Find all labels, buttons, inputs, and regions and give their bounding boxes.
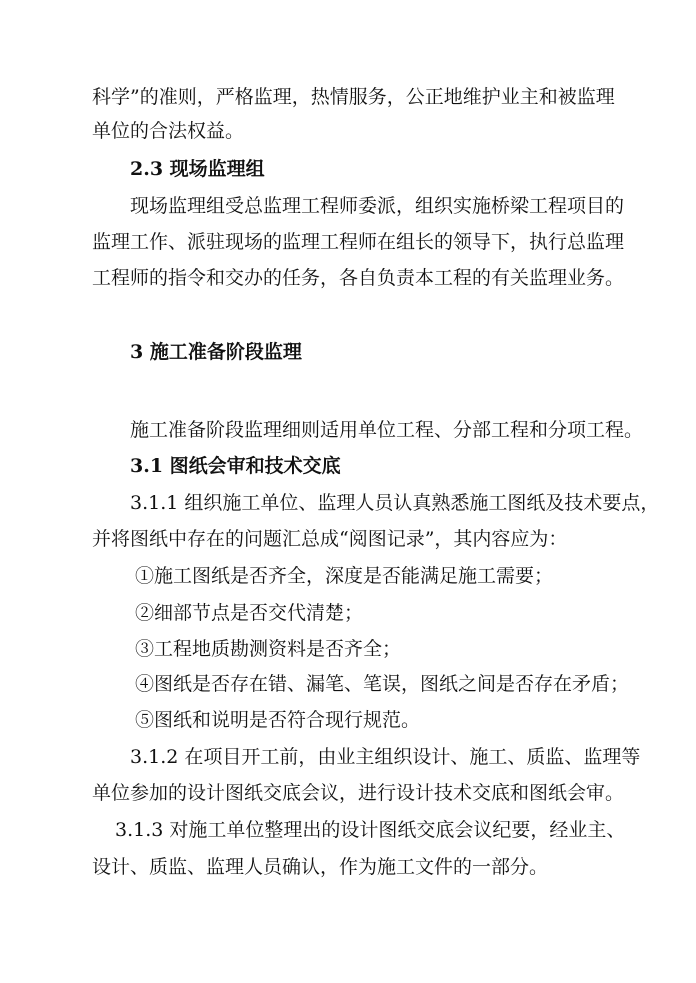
paragraph-line: 现场监理组受总监理工程师委派，组织实施桥梁工程项目的 — [130, 195, 625, 217]
paragraph-line: 3.1.1 组织施工单位、监理人员认真熟悉施工图纸及技术要点， — [130, 492, 660, 514]
paragraph-line: 施工准备阶段监理细则适用单位工程、分部工程和分项工程。 — [130, 419, 644, 441]
paragraph-line: 3.1.3 对施工单位整理出的设计图纸交底会议纪要，经业主、 — [115, 819, 626, 841]
list-item-2: ②细部节点是否交代清楚； — [135, 602, 364, 624]
section-heading-2-3: 2.3 现场监理组 — [130, 158, 265, 180]
list-item-4: ④图纸是否存在错、漏笔、笔误，图纸之间是否存在矛盾； — [135, 673, 630, 695]
paragraph-line: 并将图纸中存在的问题汇总成“阅图记录”，其内容应为： — [92, 528, 568, 550]
list-item-3: ③工程地质勘测资料是否齐全； — [135, 638, 402, 660]
paragraph-line: 设计、质监、监理人员确认，作为施工文件的一部分。 — [92, 856, 549, 878]
section-heading-3: 3 施工准备阶段监理 — [130, 341, 302, 363]
list-item-5: ⑤图纸和说明是否符合现行规范。 — [135, 709, 421, 731]
paragraph-line: 工程师的指令和交办的任务，各自负责本工程的有关监理业务。 — [92, 267, 625, 289]
paragraph-line: 单位的合法权益。 — [92, 120, 245, 142]
list-item-1: ①施工图纸是否齐全，深度是否能满足施工需要； — [135, 565, 554, 587]
paragraph-line: 3.1.2 在项目开工前，由业主组织设计、施工、质监、监理等 — [130, 746, 641, 768]
paragraph-line: 监理工作、派驻现场的监理工程师在组长的领导下，执行总监理 — [92, 231, 625, 253]
paragraph-line: 单位参加的设计图纸交底会议，进行设计技术交底和图纸会审。 — [92, 782, 625, 804]
section-heading-3-1: 3.1 图纸会审和技术交底 — [130, 455, 341, 477]
paragraph-line: 科学”的准则，严格监理，热情服务，公正地维护业主和被监理 — [92, 86, 615, 108]
